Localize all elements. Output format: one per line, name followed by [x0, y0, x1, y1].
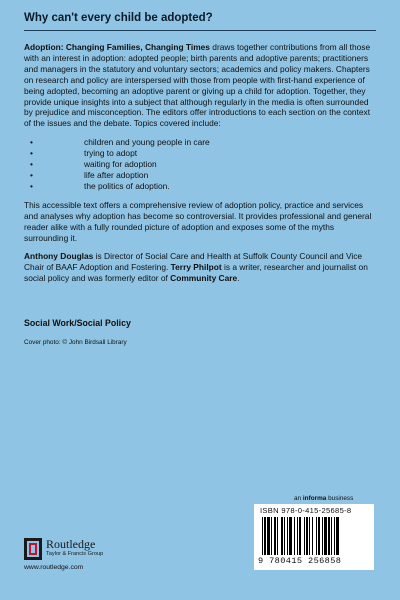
- author2-end: .: [237, 273, 240, 284]
- author1-name: Anthony Douglas: [24, 251, 94, 262]
- informa-tagline: [294, 495, 353, 502]
- list-item: • the politics of adoption.: [24, 181, 376, 192]
- blurb: [24, 42, 376, 292]
- divider-rule: [24, 30, 376, 31]
- publisher-website: www.routledge.com: [24, 564, 84, 571]
- informa-brand: informa: [302, 495, 327, 502]
- informa-suffix: business: [326, 495, 354, 502]
- summary-paragraph: This accessible text offers a comprehensive review of adoption policy, practice and services and analyses why adoption has become so controversial. It provides professional and general reader alike with a fully rounded picture of adoption and exposes some of the myths surrounding it.: [24, 199, 372, 243]
- publisher-name: Routledge: [46, 537, 96, 551]
- list-item: • life after adoption: [24, 170, 376, 181]
- publisher-group: Taylor & Francis Group: [46, 551, 104, 557]
- list-item: • children and young people in care: [24, 137, 376, 148]
- author2-name: Terry Philpot: [170, 262, 222, 273]
- barcode-panel: [254, 504, 374, 570]
- authors-paragraph: [24, 251, 376, 284]
- photo-credit: Cover photo: © John Birdsall Library: [24, 339, 127, 346]
- isbn-text: ISBN 978-0-415-25685-8: [260, 506, 352, 515]
- barcode-icon: [260, 517, 368, 555]
- headline: Why can't every child be adopted?: [24, 12, 213, 24]
- author2-bio: is a writer, researcher and journalist on social policy and was formerly editor of: [24, 262, 368, 284]
- informa-prefix: an: [294, 495, 303, 502]
- topics-list: [24, 137, 376, 192]
- list-item: • waiting for adoption: [24, 159, 376, 170]
- publication-name: Community Care: [170, 273, 238, 284]
- barcode-digits: 9 780415 256858: [258, 556, 342, 566]
- book-title: Adoption: Changing Families, Changing Times: [24, 42, 210, 52]
- intro-paragraph: [24, 42, 376, 129]
- list-item: • trying to adopt: [24, 148, 376, 159]
- author1-bio: is Director of Social Care and Health at Suffolk County Council and Vice Chair of BAAF Adoption and Fostering.: [24, 251, 363, 273]
- routledge-logo: [24, 538, 104, 560]
- subject-category: Social Work/Social Policy: [24, 318, 131, 328]
- routledge-logo-icon: [24, 538, 42, 560]
- intro-text: draws together contributions from all those with an interest in adoption: adopted people; birth parents and adoptive parents; practitioners and managers in the statutory and voluntary sectors; academics and policy makers. Chapters on research and policy are interspersed with those from people with first-hand experience of being adopted, becoming an adoptive parent or giving up a child for adoption. Together, they provide unique insights into a subject that although regularly in the media is often surrounded by prejudice and misconception. The editors offer introductions to each section on the context of the issues and the debate. Topics covered include:: [24, 42, 371, 129]
